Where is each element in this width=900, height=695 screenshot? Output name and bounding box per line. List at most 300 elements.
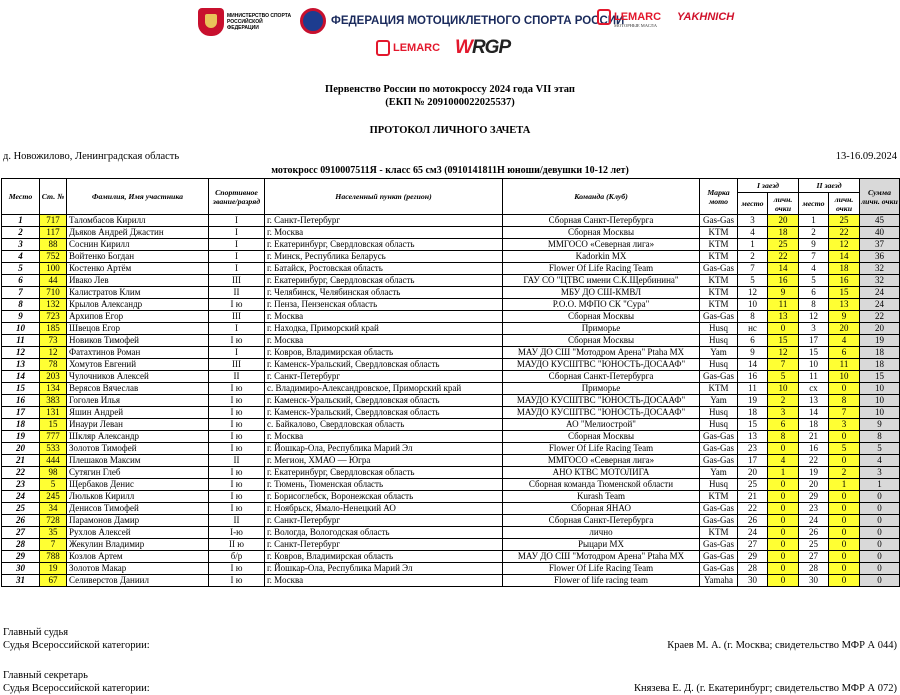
cell-number: 100 (40, 263, 67, 275)
federation-logo (300, 8, 624, 34)
cell-team: Flower Of Life Racing Team (503, 563, 700, 575)
col-moto: Марка мото (700, 179, 738, 215)
cell-heat2-points: 22 (829, 227, 860, 239)
col-heat2: II заезд (799, 179, 860, 193)
cell-heat2-place: 11 (799, 371, 829, 383)
federation-name: ФЕДЕРАЦИЯ МОТОЦИКЛЕТНОГО СПОРТА РОССИИ (331, 15, 625, 27)
cell-sum: 0 (860, 539, 900, 551)
cell-place: 2 (2, 227, 40, 239)
cell-heat1-points: 5 (768, 371, 799, 383)
cell-place: 1 (2, 215, 40, 227)
cell-heat1-points: 0 (768, 491, 799, 503)
table-row (2, 419, 900, 431)
cell-heat2-place: 22 (799, 455, 829, 467)
cell-rank: I ю (209, 419, 265, 431)
cell-number: 717 (40, 215, 67, 227)
cell-heat2-place: сх (799, 383, 829, 395)
table-row (2, 539, 900, 551)
cell-city: г. Каменск-Уральский, Свердловская область (265, 359, 503, 371)
cell-name: Новиков Тимофей (67, 335, 209, 347)
cell-rank: III (209, 311, 265, 323)
cell-team: Сборная ЯНАО (503, 503, 700, 515)
cell-name: Ивако Лев (67, 275, 209, 287)
cell-sum: 24 (860, 299, 900, 311)
cell-moto: Gas-Gas (700, 503, 738, 515)
cell-heat2-points: 3 (829, 419, 860, 431)
col-heat1-points: личн. очки (768, 193, 799, 215)
cell-heat1-points: 7 (768, 359, 799, 371)
cell-place: 28 (2, 539, 40, 551)
cell-moto: Gas-Gas (700, 263, 738, 275)
cell-rank: I ю (209, 395, 265, 407)
cell-city: г. Санкт-Петербург (265, 539, 503, 551)
lemarc-logo: LEMARC МОТОРНЫЕ МАСЛА (597, 7, 661, 28)
cell-number: 67 (40, 575, 67, 587)
cell-rank: I (209, 227, 265, 239)
protocol-title: ПРОТОКОЛ ЛИЧНОГО ЗАЧЕТА (369, 125, 531, 136)
cell-place: 8 (2, 299, 40, 311)
cell-moto: Husq (700, 479, 738, 491)
cell-heat2-points: 0 (829, 575, 860, 587)
cell-heat1-points: 9 (768, 287, 799, 299)
event-dates: 13-16.09.2024 (835, 151, 897, 162)
cell-heat1-place: 4 (738, 227, 768, 239)
cell-number: 185 (40, 323, 67, 335)
cell-heat2-points: 12 (829, 239, 860, 251)
cell-number: 117 (40, 227, 67, 239)
secretary-category: Судья Всероссийской категории: (3, 683, 150, 694)
cell-heat2-place: 15 (799, 347, 829, 359)
col-place: Место (2, 179, 40, 215)
cell-heat2-place: 8 (799, 299, 829, 311)
cell-heat1-place: 24 (738, 527, 768, 539)
cell-heat2-points: 7 (829, 407, 860, 419)
table-row (2, 431, 900, 443)
table-row (2, 563, 900, 575)
cell-heat2-place: 27 (799, 551, 829, 563)
cell-rank: II ю (209, 539, 265, 551)
cell-city: г. Пенза, Пензенская область (265, 299, 503, 311)
cell-team: Сборная Москвы (503, 311, 700, 323)
cell-number: 444 (40, 455, 67, 467)
cell-heat1-points: 22 (768, 251, 799, 263)
cell-heat2-place: 7 (799, 251, 829, 263)
cell-moto: Gas-Gas (700, 539, 738, 551)
yakhnich-logo: YAKHNICH (677, 11, 735, 23)
cell-heat1-place: 14 (738, 359, 768, 371)
cell-heat1-points: 25 (768, 239, 799, 251)
cell-rank: I (209, 347, 265, 359)
cell-place: 4 (2, 251, 40, 263)
cell-number: 203 (40, 371, 67, 383)
cell-team: МАУДО КУСШТВС "ЮНОСТЬ-ДОСААФ" (503, 359, 700, 371)
cell-heat1-place: 22 (738, 503, 768, 515)
cell-name: Плешаков Максим (67, 455, 209, 467)
cell-name: Золотов Макар (67, 563, 209, 575)
cell-moto: Gas-Gas (700, 443, 738, 455)
cell-heat2-points: 0 (829, 491, 860, 503)
col-team: Команда (Клуб) (503, 179, 700, 215)
cell-heat2-place: 13 (799, 395, 829, 407)
cell-number: 19 (40, 563, 67, 575)
secretary-name: Князева Е. Д. (г. Екатеринбург; свидетельство МФР А 072) (633, 683, 897, 694)
cell-team: Сборная Москвы (503, 335, 700, 347)
cell-heat2-place: 1 (799, 215, 829, 227)
cell-rank: II (209, 287, 265, 299)
cell-heat2-place: 21 (799, 431, 829, 443)
cell-team: Flower Of Life Racing Team (503, 263, 700, 275)
cell-rank: I ю (209, 407, 265, 419)
table-row (2, 299, 900, 311)
table-row (2, 455, 900, 467)
cell-heat1-points: 11 (768, 299, 799, 311)
cell-moto: Gas-Gas (700, 563, 738, 575)
cell-number: 98 (40, 467, 67, 479)
cell-rank: I ю (209, 479, 265, 491)
cell-city: г. Москва (265, 575, 503, 587)
cell-name: Верясов Вячеслав (67, 383, 209, 395)
cell-number: 7 (40, 539, 67, 551)
cell-rank: I (209, 251, 265, 263)
col-heat2-points: личн. очки (829, 193, 860, 215)
table-row (2, 239, 900, 251)
cell-heat2-place: 3 (799, 323, 829, 335)
cell-heat1-place: 9 (738, 347, 768, 359)
cell-place: 10 (2, 323, 40, 335)
cell-heat2-points: 20 (829, 323, 860, 335)
cell-sum: 18 (860, 347, 900, 359)
col-sum: Сумма личн. очки (860, 179, 900, 215)
cell-heat1-place: 26 (738, 515, 768, 527)
cell-moto: Gas-Gas (700, 311, 738, 323)
cell-heat1-points: 0 (768, 323, 799, 335)
cell-heat2-points: 15 (829, 287, 860, 299)
cell-sum: 40 (860, 227, 900, 239)
cell-heat2-points: 6 (829, 347, 860, 359)
table-row (2, 515, 900, 527)
secretary-title: Главный секретарь (3, 670, 88, 681)
cell-moto: Yam (700, 467, 738, 479)
cell-heat2-points: 0 (829, 383, 860, 395)
cell-moto: KTM (700, 527, 738, 539)
cell-heat1-place: 5 (738, 275, 768, 287)
cell-heat2-points: 0 (829, 503, 860, 515)
cell-name: Дьяков Андрей Джастин (67, 227, 209, 239)
cell-team: Сборная Москвы (503, 431, 700, 443)
cell-place: 23 (2, 479, 40, 491)
table-row (2, 251, 900, 263)
judge-title: Главный судья (3, 627, 69, 638)
cell-heat2-place: 9 (799, 239, 829, 251)
cell-moto: KTM (700, 227, 738, 239)
cell-moto: Husq (700, 359, 738, 371)
cell-heat2-place: 20 (799, 479, 829, 491)
class-line: мотокросс 0910007511Я - класс 65 см3 (0910141811Н юноши/девушки 10-12 лет) (271, 165, 629, 176)
col-city: Населенный пункт (регион) (265, 179, 503, 215)
cell-heat1-points: 0 (768, 479, 799, 491)
cell-place: 27 (2, 527, 40, 539)
cell-heat1-points: 2 (768, 395, 799, 407)
cell-sum: 19 (860, 335, 900, 347)
cell-place: 9 (2, 311, 40, 323)
cell-city: г. Ковров, Владимирская область (265, 347, 503, 359)
cell-heat1-points: 15 (768, 335, 799, 347)
ministry-logo (198, 8, 295, 36)
cell-number: 777 (40, 431, 67, 443)
cell-heat1-points: 18 (768, 227, 799, 239)
col-heat2-place: место (799, 193, 829, 215)
results-table (1, 178, 900, 587)
table-row (2, 395, 900, 407)
col-rank: Спортивное звание/разряд (209, 179, 265, 215)
sponsor-logos (0, 4, 900, 74)
cell-heat2-points: 13 (829, 299, 860, 311)
cell-heat2-place: 10 (799, 359, 829, 371)
cell-heat1-place: нс (738, 323, 768, 335)
cell-heat2-place: 17 (799, 335, 829, 347)
cell-number: 383 (40, 395, 67, 407)
cell-heat1-place: 15 (738, 419, 768, 431)
cell-number: 245 (40, 491, 67, 503)
cell-heat2-place: 14 (799, 407, 829, 419)
table-row (2, 323, 900, 335)
cell-heat2-points: 0 (829, 563, 860, 575)
cell-heat2-place: 2 (799, 227, 829, 239)
cell-name: Инаури Леван (67, 419, 209, 431)
cell-moto: Gas-Gas (700, 215, 738, 227)
cell-heat1-points: 4 (768, 455, 799, 467)
cell-heat1-place: 23 (738, 443, 768, 455)
cell-team: АО "Мелиострой" (503, 419, 700, 431)
cell-heat1-points: 0 (768, 503, 799, 515)
cell-heat2-points: 10 (829, 371, 860, 383)
cell-team: ММГОСО «Северная лига» (503, 455, 700, 467)
table-row (2, 311, 900, 323)
cell-number: 131 (40, 407, 67, 419)
cell-sum: 0 (860, 527, 900, 539)
cell-sum: 5 (860, 443, 900, 455)
cell-heat1-points: 3 (768, 407, 799, 419)
cell-name: Яшин Андрей (67, 407, 209, 419)
cell-rank: I ю (209, 443, 265, 455)
cell-heat2-place: 16 (799, 443, 829, 455)
cell-city: с. Байкалово, Свердловская область (265, 419, 503, 431)
cell-rank: I ю (209, 575, 265, 587)
cell-team: Kadorkin MX (503, 251, 700, 263)
cell-rank: II (209, 515, 265, 527)
cell-rank: I ю (209, 491, 265, 503)
cell-heat1-place: 30 (738, 575, 768, 587)
cell-heat2-place: 18 (799, 419, 829, 431)
cell-rank: I ю (209, 383, 265, 395)
cell-place: 11 (2, 335, 40, 347)
cell-sum: 0 (860, 563, 900, 575)
event-title: Первенство России по мотокроссу 2024 года VII этап (325, 84, 575, 95)
cell-sum: 10 (860, 407, 900, 419)
table-row (2, 551, 900, 563)
cell-heat1-points: 0 (768, 551, 799, 563)
cell-city: г. Каменск-Уральский, Свердловская область (265, 407, 503, 419)
cell-name: Шкляр Александр (67, 431, 209, 443)
cell-heat1-points: 0 (768, 539, 799, 551)
cell-sum: 0 (860, 551, 900, 563)
table-row (2, 383, 900, 395)
judge-name: Краев М. А. (г. Москва; свидетельство МФР А 044) (667, 640, 897, 651)
cell-heat2-place: 28 (799, 563, 829, 575)
cell-place: 15 (2, 383, 40, 395)
judge-category: Судья Всероссийской категории: (3, 640, 150, 651)
cell-place: 21 (2, 455, 40, 467)
cell-team: Сборная команда Тюменской области (503, 479, 700, 491)
cell-place: 13 (2, 359, 40, 371)
cell-place: 14 (2, 371, 40, 383)
cell-moto: Yam (700, 395, 738, 407)
cell-heat2-place: 26 (799, 527, 829, 539)
cell-heat1-points: 0 (768, 563, 799, 575)
cell-heat1-place: 3 (738, 215, 768, 227)
cell-name: Фатахтинов Роман (67, 347, 209, 359)
cell-team: Flower Of Life Racing Team (503, 443, 700, 455)
cell-sum: 0 (860, 515, 900, 527)
cell-rank: I-ю (209, 527, 265, 539)
cell-city: г. Мегион, ХМАО — Югра (265, 455, 503, 467)
cell-city: г. Минск, Республика Беларусь (265, 251, 503, 263)
cell-moto: Yamaha (700, 575, 738, 587)
cell-moto: Husq (700, 323, 738, 335)
cell-heat1-place: 12 (738, 287, 768, 299)
cell-heat2-points: 5 (829, 443, 860, 455)
rgp-logo: WRGP (455, 37, 511, 58)
cell-team: МАУДО КУСШТВС "ЮНОСТЬ-ДОСААФ" (503, 395, 700, 407)
table-row (2, 347, 900, 359)
table-row (2, 335, 900, 347)
cell-city: г. Каменск-Уральский, Свердловская область (265, 395, 503, 407)
cell-city: г. Екатеринбург, Свердловская область (265, 467, 503, 479)
cell-name: Костенко Артём (67, 263, 209, 275)
cell-moto: Gas-Gas (700, 371, 738, 383)
cell-heat1-place: 6 (738, 335, 768, 347)
cell-sum: 15 (860, 371, 900, 383)
cell-team: Сборная Санкт-Петербурга (503, 371, 700, 383)
cell-heat1-points: 12 (768, 347, 799, 359)
cell-sum: 0 (860, 491, 900, 503)
cell-place: 24 (2, 491, 40, 503)
cell-name: Люльков Кирилл (67, 491, 209, 503)
cell-team: АНО КТВС МОТОЛИГА (503, 467, 700, 479)
cell-rank: I (209, 215, 265, 227)
cell-heat1-points: 0 (768, 443, 799, 455)
cell-city: г. Йошкар-Ола, Республика Марий Эл (265, 563, 503, 575)
lemarc-mark-icon (376, 40, 390, 56)
table-row (2, 275, 900, 287)
cell-heat2-points: 0 (829, 551, 860, 563)
cell-place: 16 (2, 395, 40, 407)
cell-name: Гоголев Илья (67, 395, 209, 407)
table-row (2, 527, 900, 539)
cell-place: 22 (2, 467, 40, 479)
col-number: Ст. № (40, 179, 67, 215)
cell-place: 29 (2, 551, 40, 563)
cell-heat1-points: 20 (768, 215, 799, 227)
cell-city: г. Екатеринбург, Свердловская область (265, 239, 503, 251)
cell-heat1-points: 0 (768, 527, 799, 539)
cell-number: 44 (40, 275, 67, 287)
cell-name: Архипов Егор (67, 311, 209, 323)
cell-moto: Yam (700, 347, 738, 359)
cell-name: Щербаков Денис (67, 479, 209, 491)
cell-team: Сборная Санкт-Петербурга (503, 515, 700, 527)
cell-city: г. Екатеринбург, Свердловская область (265, 275, 503, 287)
cell-name: Таломбасов Кирилл (67, 215, 209, 227)
cell-rank: I (209, 263, 265, 275)
table-row (2, 263, 900, 275)
federation-emblem-icon (300, 8, 326, 34)
cell-heat2-points: 0 (829, 539, 860, 551)
cell-rank: II (209, 455, 265, 467)
cell-heat1-place: 19 (738, 395, 768, 407)
cell-heat2-points: 4 (829, 335, 860, 347)
cell-sum: 37 (860, 239, 900, 251)
cell-sum: 10 (860, 383, 900, 395)
cell-moto: KTM (700, 239, 738, 251)
cell-moto: Gas-Gas (700, 431, 738, 443)
cell-number: 78 (40, 359, 67, 371)
lemarc-subtitle: МОТОРНЫЕ МАСЛА (614, 23, 657, 29)
table-row (2, 479, 900, 491)
table-row (2, 443, 900, 455)
cell-heat1-place: 28 (738, 563, 768, 575)
cell-heat1-points: 0 (768, 515, 799, 527)
cell-place: 12 (2, 347, 40, 359)
cell-city: г. Санкт-Петербург (265, 371, 503, 383)
cell-heat2-points: 0 (829, 515, 860, 527)
cell-sum: 3 (860, 467, 900, 479)
cell-name: Крылов Александр (67, 299, 209, 311)
cell-name: Войтенко Богдан (67, 251, 209, 263)
cell-number: 788 (40, 551, 67, 563)
cell-number: 132 (40, 299, 67, 311)
cell-heat1-place: 7 (738, 263, 768, 275)
cell-moto: Husq (700, 407, 738, 419)
cell-name: Селиверстов Даниил (67, 575, 209, 587)
cell-rank: I ю (209, 563, 265, 575)
cell-team: Приморье (503, 323, 700, 335)
cell-team: лично (503, 527, 700, 539)
cell-heat2-place: 12 (799, 311, 829, 323)
cell-heat2-place: 24 (799, 515, 829, 527)
cell-city: г. Челябинск, Челябинская область (265, 287, 503, 299)
cell-sum: 22 (860, 311, 900, 323)
cell-team: ММГОСО «Северная лига» (503, 239, 700, 251)
cell-moto: Gas-Gas (700, 455, 738, 467)
cell-heat2-points: 16 (829, 275, 860, 287)
cell-sum: 20 (860, 323, 900, 335)
cell-place: 20 (2, 443, 40, 455)
cell-heat2-place: 29 (799, 491, 829, 503)
cell-rank: б/р (209, 551, 265, 563)
cell-city: г. Йошкар-Ола, Республика Марий Эл (265, 443, 503, 455)
cell-number: 34 (40, 503, 67, 515)
ministry-caption: МИНИСТЕРСТВО СПОРТА РОССИЙСКОЙ ФЕДЕРАЦИИ (227, 13, 292, 31)
cell-heat1-place: 25 (738, 479, 768, 491)
cell-number: 728 (40, 515, 67, 527)
cell-city: г. Ноябрьск, Ямало-Ненецкий АО (265, 503, 503, 515)
cell-team: Kurash Team (503, 491, 700, 503)
cell-place: 5 (2, 263, 40, 275)
cell-heat2-points: 0 (829, 527, 860, 539)
cell-number: 88 (40, 239, 67, 251)
cell-heat1-points: 0 (768, 575, 799, 587)
